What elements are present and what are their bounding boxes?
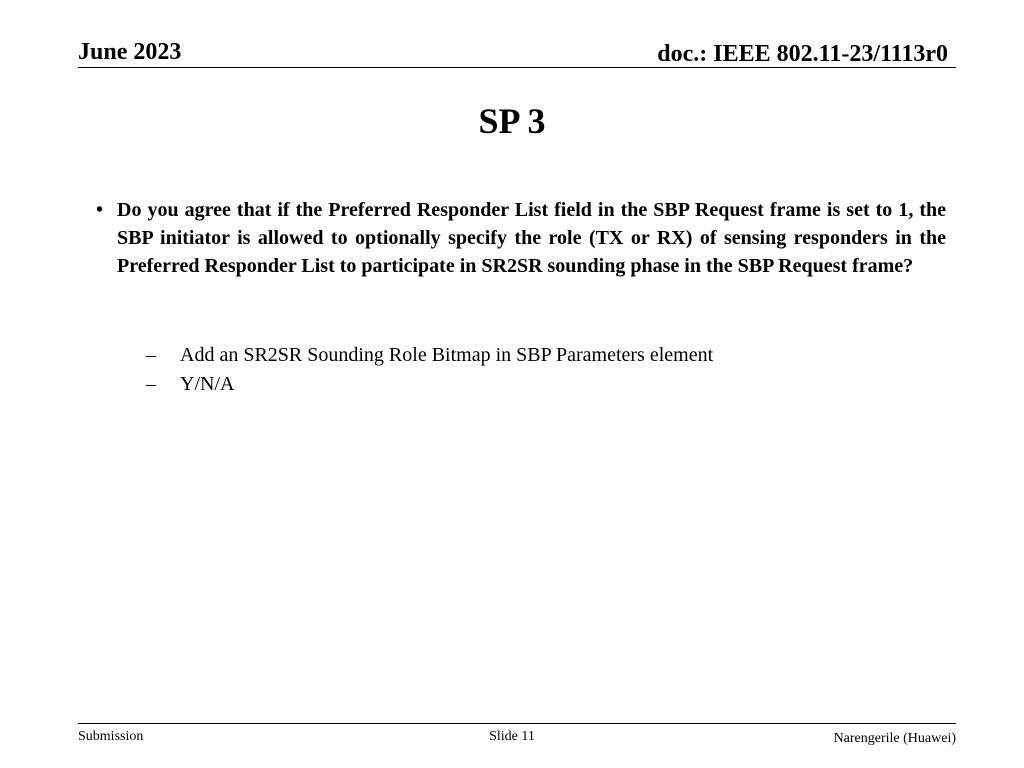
header-date: June 2023 [78, 39, 182, 65]
footer-submission: Submission [78, 729, 144, 744]
list-item [96, 196, 946, 280]
list-item [146, 341, 946, 370]
sub-item-text: Add an SR2SR Sounding Role Bitmap in SBP Parameters element [180, 344, 714, 366]
footer-author: Narengerile (Huawei) [833, 731, 956, 746]
dash-icon: – [146, 373, 156, 395]
sub-bullet-list [146, 341, 946, 399]
bullet-icon: • [96, 199, 104, 221]
slide-title: SP 3 [478, 101, 546, 141]
question-text: Do you agree that if the Preferred Responder List field in the SBP Request frame is set to 1, the SBP initiator is allowed to optionally specify the role (TX or RX) of sensing responders in the Preferred Responder List to participate in SR2SR sounding phase in the SBP Request frame? [117, 199, 946, 277]
footer-slide-number: Slide 11 [489, 729, 535, 744]
main-bullet-list [96, 196, 946, 280]
footer-divider [78, 723, 956, 724]
sub-item-text: Y/N/A [180, 373, 235, 395]
header-divider [78, 67, 956, 68]
dash-icon: – [146, 344, 156, 366]
list-item [146, 370, 946, 399]
header-document-id: doc.: IEEE 802.11-23/1113r0 [657, 41, 948, 67]
